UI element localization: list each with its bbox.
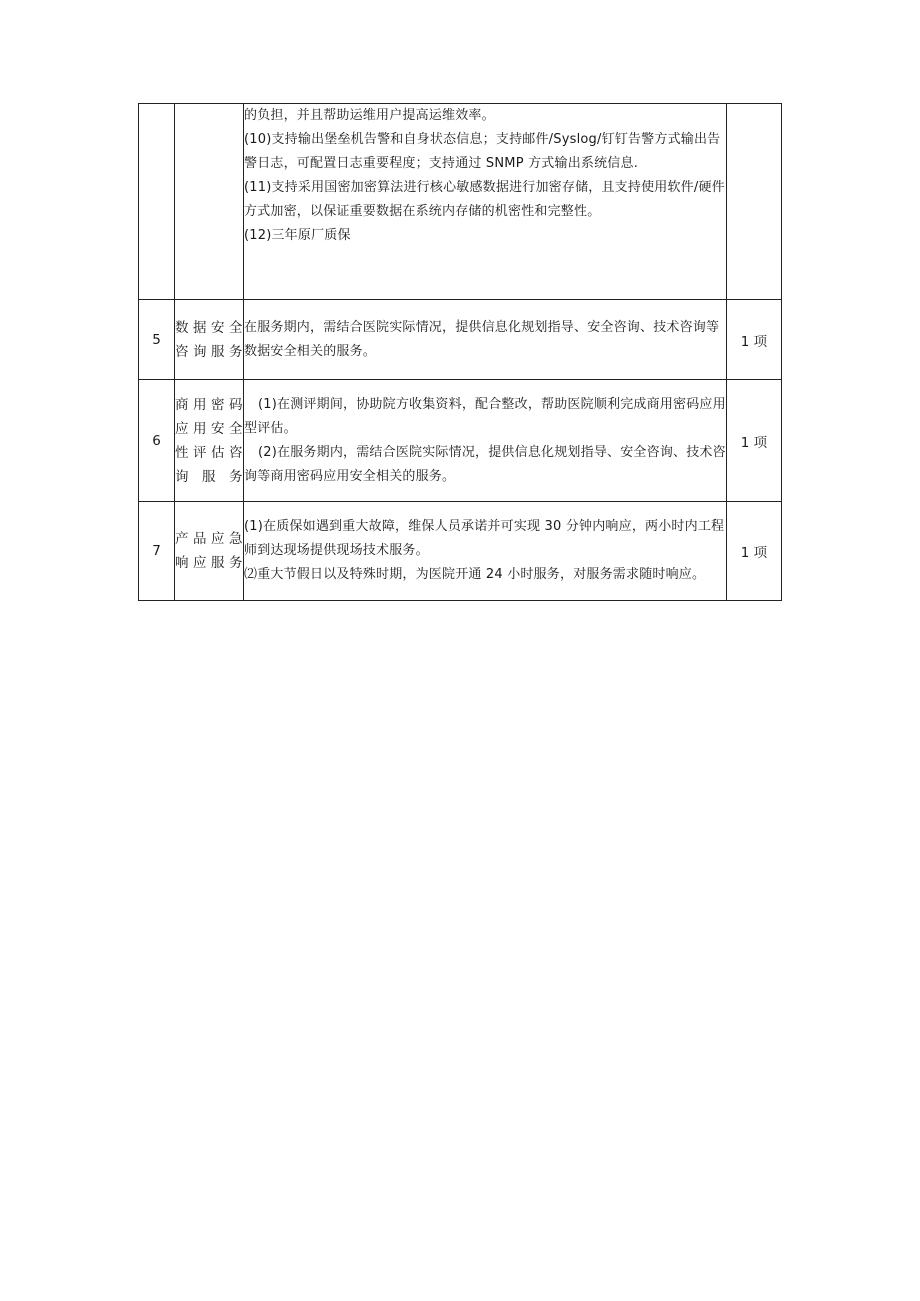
- description-line: ⑵重大节假日以及特殊时期，为医院开通 24 小时服务，对服务需求随时响应。: [244, 567, 706, 582]
- description-line: 的负担，并且帮助运维用户提高运维效率。: [244, 108, 495, 123]
- description-line: 在服务期内，需结合医院实际情况，提供信息化规划指导、安全咨询、技术咨询等数据安全相关的服务。: [244, 319, 720, 359]
- row-description-cell: [244, 300, 727, 380]
- row-description-cell: [244, 502, 727, 601]
- row-number-cell: [139, 104, 175, 300]
- row-description-cell: [244, 104, 727, 300]
- description-line: (10)支持输出堡垒机告警和自身状态信息；支持邮件/Syslog/钉钉告警方式输出告警日志，可配置日志重要程度；支持通过 SNMP 方式输出系统信息.: [244, 132, 721, 171]
- table-row: [139, 300, 782, 380]
- spec-table: [138, 103, 782, 601]
- row-quantity-cell: [727, 104, 782, 300]
- description-line: (2)在服务期内，需结合医院实际情况，提供信息化规划指导、安全咨询、技术咨询等商用密码应用安全相关的服务。: [244, 444, 726, 484]
- row-number-cell: 6: [139, 380, 175, 502]
- row-name-cell: 数据安全咨询服务: [175, 300, 244, 380]
- row-name-cell: 产品应急响应服务: [175, 502, 244, 601]
- table-row: [139, 380, 782, 502]
- description-line: (1)在测评期间，协助院方收集资料，配合整改，帮助医院顺利完成商用密码应用型评估。: [244, 396, 726, 436]
- table-row-continuation: [139, 104, 782, 300]
- row-description-cell: [244, 380, 727, 502]
- row-name-cell: [175, 104, 244, 300]
- description-line: (12)三年原厂质保: [244, 228, 351, 243]
- table-row: [139, 502, 782, 601]
- row-quantity-cell: 1 项: [727, 300, 782, 380]
- row-number-cell: 5: [139, 300, 175, 380]
- row-quantity-cell: 1 项: [727, 380, 782, 502]
- row-name-cell: 商用密码应用安全性评估咨询服务: [175, 380, 244, 502]
- description-line: (11)支持采用国密加密算法进行核心敏感数据进行加密存储，且支持使用软件/硬件方式加密，以保证重要数据在系统内存储的机密性和完整性。: [244, 180, 725, 219]
- row-quantity-cell: 1 项: [727, 502, 782, 601]
- description-line: (1)在质保如遇到重大故障，维保人员承诺并可实现 30 分钟内响应，两小时内工程师到达现场提供现场技术服务。: [244, 519, 725, 558]
- row-number-cell: 7: [139, 502, 175, 601]
